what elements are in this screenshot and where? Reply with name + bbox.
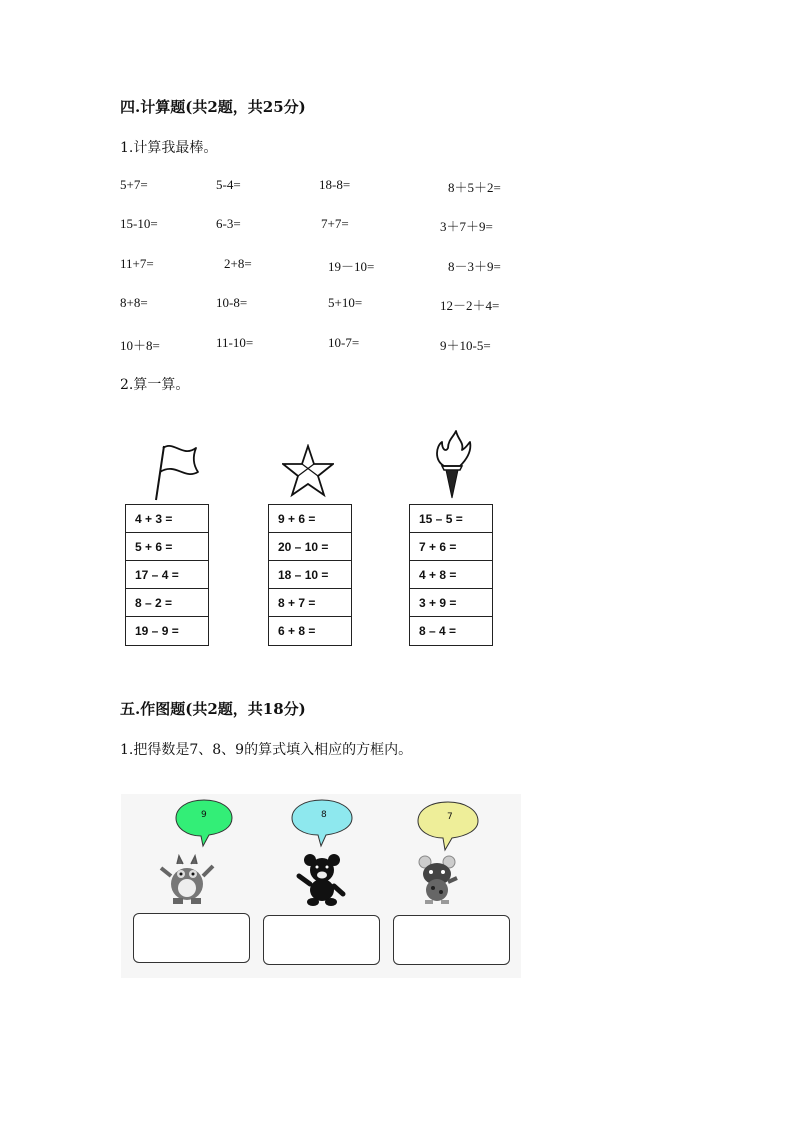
bubble-number: 9	[201, 810, 207, 820]
table-cell[interactable]: 17 – 4 =	[126, 561, 208, 589]
calculation-table-flag	[125, 504, 209, 646]
table-cell[interactable]: 9 + 6 =	[269, 505, 351, 533]
expression: 10-8=	[216, 295, 248, 310]
expression: 19－10=	[328, 259, 375, 274]
table-cell[interactable]: 6 + 8 =	[278, 624, 316, 638]
expression: 10-7=	[328, 335, 360, 350]
expression: 5+10=	[328, 295, 363, 310]
question2-label: 2.算一算。	[120, 377, 190, 393]
expression: 8＋5＋2=	[448, 180, 501, 195]
table-cell[interactable]: 7 + 6 =	[410, 533, 492, 561]
bear-character-icon	[293, 852, 353, 908]
bubble-number: 8	[321, 810, 327, 820]
calculation-table-star	[268, 504, 352, 646]
expression: 8－3＋9=	[448, 259, 501, 274]
table-cell[interactable]: 15 – 5 =	[410, 505, 492, 533]
speech-bubble-icon	[173, 798, 235, 848]
mouse-character-icon	[411, 852, 467, 908]
expression: 8+8=	[120, 295, 148, 310]
table-cell[interactable]: 8 – 2 =	[126, 589, 208, 617]
expression: 11+7=	[120, 256, 154, 271]
table-cell[interactable]: 18 – 10 =	[269, 561, 351, 589]
speech-bubble-icon	[415, 800, 481, 852]
table-cell[interactable]: 19 – 9 =	[135, 624, 179, 638]
torch-icon	[430, 430, 474, 500]
table-cell[interactable]: 3 + 9 =	[410, 589, 492, 617]
expression: 15-10=	[120, 216, 158, 231]
star-icon	[282, 444, 334, 498]
answer-box-8[interactable]	[263, 915, 380, 965]
expression: 11-10=	[216, 335, 254, 350]
monster-character-icon	[159, 852, 215, 906]
bubble-number: 7	[447, 812, 453, 822]
expression: 5+7=	[120, 177, 148, 192]
expression: 6-3=	[216, 216, 241, 231]
table-cell[interactable]: 8 + 7 =	[269, 589, 351, 617]
expression: 5-4=	[216, 177, 241, 192]
expression: 18-8=	[319, 177, 351, 192]
expression: 2+8=	[224, 256, 252, 271]
section4-title: 四.计算题(共2题，共25分)	[120, 98, 306, 116]
expression: 9＋10-5=	[440, 338, 491, 353]
calculation-table-torch	[409, 504, 493, 646]
flag-icon	[146, 440, 206, 502]
expression: 3＋7＋9=	[440, 219, 493, 234]
table-cell[interactable]: 4 + 8 =	[410, 561, 492, 589]
expression: 7+7=	[321, 216, 349, 231]
expression: 12－2＋4=	[440, 298, 500, 313]
question1-label: 1.计算我最棒。	[120, 140, 218, 156]
table-cell[interactable]: 8 – 4 =	[419, 624, 457, 638]
question1-label: 1.把得数是7、8、9的算式填入相应的方框内。	[120, 742, 413, 758]
speech-bubble-icon	[289, 798, 355, 848]
expression: 10＋8=	[120, 338, 160, 353]
table-cell[interactable]: 5 + 6 =	[126, 533, 208, 561]
answer-box-9[interactable]	[133, 913, 250, 963]
table-cell[interactable]: 4 + 3 =	[126, 505, 208, 533]
answer-box-7[interactable]	[393, 915, 510, 965]
picture-panel	[121, 794, 521, 978]
table-cell[interactable]: 20 – 10 =	[269, 533, 351, 561]
section5-title: 五.作图题(共2题，共18分)	[120, 700, 306, 718]
